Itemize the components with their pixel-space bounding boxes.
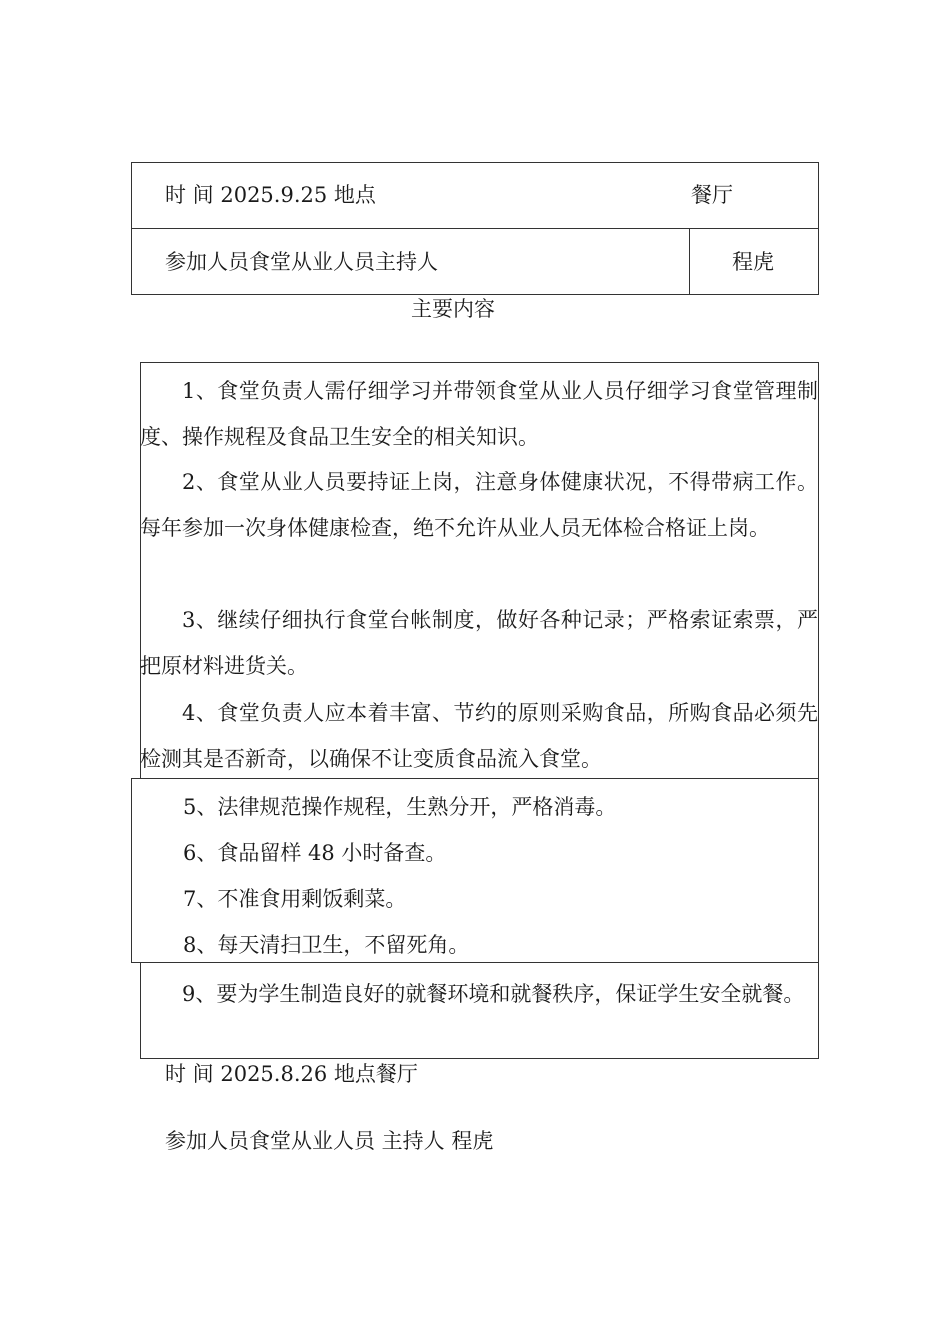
content-item-8: 8、每天清扫卫生，不留死角。 <box>183 933 470 957</box>
meeting-venue: 餐厅 <box>691 183 733 207</box>
next-meeting-participants: 参加人员食堂从业人员 主持人 程虎 <box>165 1129 494 1153</box>
meeting-host-name: 程虎 <box>732 250 774 274</box>
content-item-4: 4、食堂负责人应本着丰富、节约的原则采购食品，所购食品必须先检测其是否新奇，以确保不让变质食品流入食堂。 <box>140 701 818 771</box>
content-item-7: 7、不准食用剩饭剩菜。 <box>183 887 407 911</box>
section-title: 主要内容 <box>411 297 495 321</box>
content-item-3: 3、继续仔细执行食堂台帐制度，做好各种记录；严格索证索票，严把原材料进货关。 <box>140 608 818 678</box>
content-item-2: 2、食堂从业人员要持证上岗，注意身体健康状况，不得带病工作。每年参加一次身体健康检查，绝不允许从业人员无体检合格证上岗。 <box>140 470 818 540</box>
content-item-1: 1、食堂负责人需仔细学习并带领食堂从业人员仔细学习食堂管理制度、操作规程及食品卫生安全的相关知识。 <box>140 379 818 449</box>
content-item-5: 5、法律规范操作规程，生熟分开，严格消毒。 <box>183 795 617 819</box>
header-table-column-divider <box>689 228 690 295</box>
meeting-time-location: 时 间 2025.9.25 地点 <box>165 183 376 207</box>
header-table-divider <box>131 228 819 229</box>
content-item-9: 9、要为学生制造良好的就餐环境和就餐秩序，保证学生安全就餐。 <box>182 982 805 1006</box>
meeting-participants-host: 参加人员食堂从业人员主持人 <box>165 250 438 274</box>
content-item-6: 6、食品留样 48 小时备查。 <box>183 841 447 865</box>
next-meeting-time-location: 时 间 2025.8.26 地点餐厅 <box>165 1062 418 1086</box>
